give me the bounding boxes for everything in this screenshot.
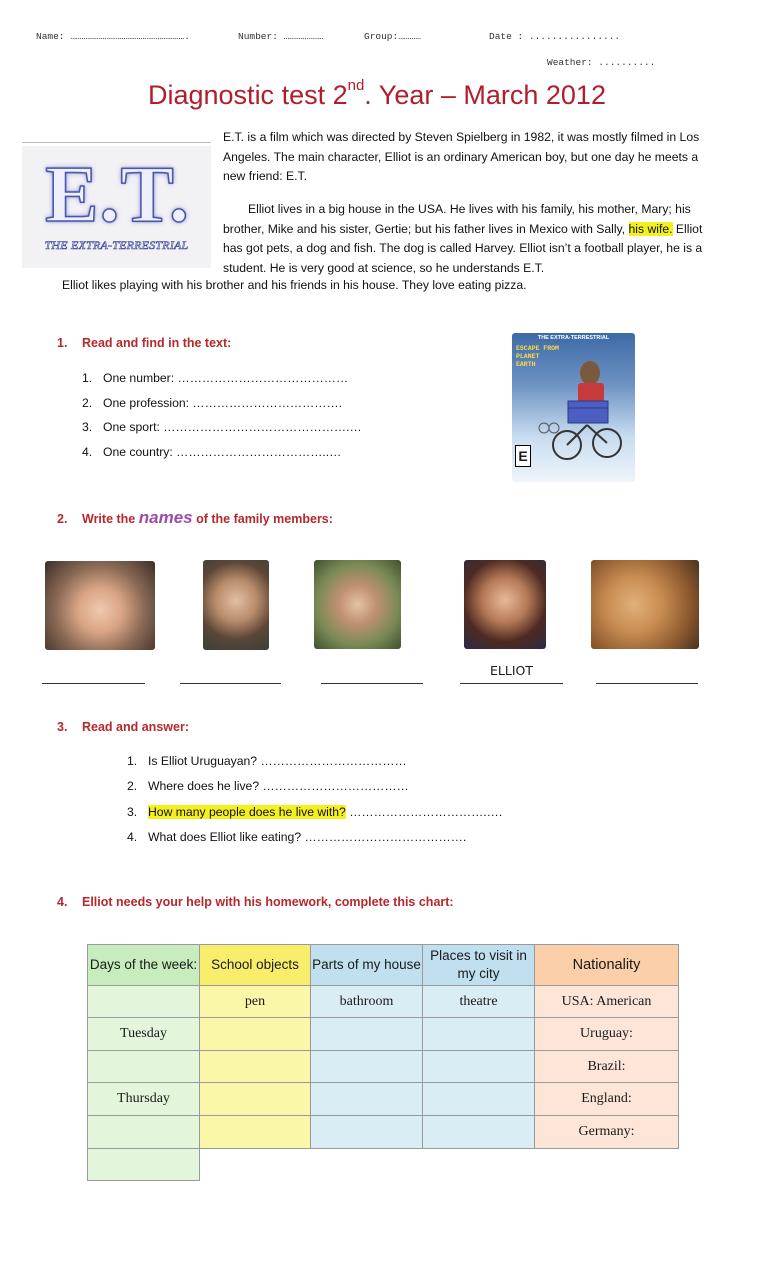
photo-elliot xyxy=(464,560,546,649)
photo-harvey-dog xyxy=(591,560,699,649)
chart-cell[interactable]: Tuesday xyxy=(88,1018,200,1051)
chart-row xyxy=(88,1018,679,1051)
chart-row xyxy=(88,1083,679,1116)
question-1-heading: 1. Read and find in the text: xyxy=(57,336,232,350)
highlight-question: How many people does he live with? xyxy=(148,805,346,819)
q3-item-4[interactable]: 4. What does Elliot like eating? …………………………………. xyxy=(127,830,467,844)
answer-line-2[interactable] xyxy=(180,683,281,684)
rating-badge: E xyxy=(515,445,531,467)
chart-row xyxy=(88,1116,679,1149)
chart-cell[interactable] xyxy=(423,1051,535,1083)
answer-elliot: ELLIOT xyxy=(490,663,533,678)
et-logo xyxy=(22,146,211,268)
chart-header-places: Places to visit in my city xyxy=(423,945,535,986)
question-4-heading: 4. Elliot needs your help with his homework, complete this chart: xyxy=(57,895,454,909)
number-field[interactable]: Number: ………………… xyxy=(238,31,324,42)
name-field[interactable]: Name: ……………………………………………………. xyxy=(36,31,190,42)
q3-item-2[interactable]: 2. Where does he live? ……………………………… xyxy=(127,779,409,793)
chart-cell[interactable]: Uruguay: xyxy=(535,1018,679,1051)
answer-line-4[interactable] xyxy=(460,683,563,684)
chart-cell[interactable] xyxy=(200,1083,311,1116)
chart-cell[interactable] xyxy=(88,986,200,1018)
photo-mary xyxy=(203,560,269,650)
q3-item-3[interactable]: 3. How many people does he live with? …………………………….…. xyxy=(127,805,503,819)
chart-cell[interactable] xyxy=(423,1018,535,1051)
chart-cell[interactable]: theatre xyxy=(423,986,535,1018)
chart-cell[interactable] xyxy=(200,1051,311,1083)
homework-chart xyxy=(87,944,679,1181)
photo-mike xyxy=(314,560,401,649)
photo-gertie xyxy=(45,561,155,650)
chart-cell[interactable] xyxy=(88,1149,200,1181)
q1-item-4[interactable]: 4. One country: ………………………………..… xyxy=(82,445,342,459)
game-cover-brand: THE EXTRA-TERRESTRIAL xyxy=(537,335,610,341)
chart-cell[interactable]: USA: American xyxy=(535,986,679,1018)
chart-row xyxy=(88,986,679,1018)
chart-cell[interactable]: bathroom xyxy=(311,986,423,1018)
chart-cell[interactable]: Germany: xyxy=(535,1116,679,1149)
chart-header-house: Parts of my house xyxy=(311,945,423,986)
game-cover-title: ESCAPE FROM PLANET EARTH xyxy=(516,345,559,368)
question-2-heading: 2. Write the names of the family members: xyxy=(57,508,333,527)
chart-cell[interactable] xyxy=(200,1018,311,1051)
chart-header-school-objects: School objects xyxy=(200,945,311,986)
chart-header-nationality: Nationality xyxy=(535,945,679,986)
weather-field[interactable]: Weather: .......... xyxy=(547,57,656,68)
chart-row xyxy=(88,1051,679,1083)
q3-item-1[interactable]: 1. Is Elliot Uruguayan? ……………………………… xyxy=(127,754,407,768)
chart-cell[interactable] xyxy=(423,1083,535,1116)
chart-cell[interactable] xyxy=(311,1018,423,1051)
highlight-his-wife: his wife. xyxy=(628,221,673,236)
chart-empty-space xyxy=(200,1149,679,1181)
group-field[interactable]: Group:………… xyxy=(364,31,422,42)
chart-cell[interactable]: pen xyxy=(200,986,311,1018)
chart-cell[interactable] xyxy=(423,1116,535,1149)
et-logo-subtitle: THE EXTRA-TERRESTRIAL xyxy=(44,238,189,252)
chart-cell[interactable] xyxy=(311,1051,423,1083)
chart-cell[interactable] xyxy=(88,1116,200,1149)
game-cover-image xyxy=(512,333,635,482)
chart-header-days: Days of the week: xyxy=(88,945,200,986)
q1-item-1[interactable]: 1. One number: …………………………………… xyxy=(82,371,349,385)
reading-paragraph-1: E.T. is a film which was directed by Steven Spielberg in 1982, it was mostly filmed in Los Angeles. The main character, Elliot is an ordinary American boy, but one day he meets a new friend: E.T. xyxy=(223,130,700,184)
logo-top-rule xyxy=(22,142,211,143)
chart-cell[interactable] xyxy=(311,1083,423,1116)
page-title: Diagnostic test 2nd. Year – March 2012 xyxy=(148,77,606,110)
chart-cell[interactable] xyxy=(88,1051,200,1083)
chart-cell[interactable]: England: xyxy=(535,1083,679,1116)
reading-paragraph-3: Elliot likes playing with his brother and his friends in his house. They love eating pizza. xyxy=(62,278,527,292)
reading-paragraph-2: Elliot lives in a big house in the USA. He lives with his family, his mother, Mary; his brother, Mike and his sister, Gertie; but his father lives in Mexico with Sally, his wife. Elliot has got pets, a dog and fish. The dog is called Harvey. Elliot isn’t a football player, he is a student. He is very good at science, so he understands E.T. xyxy=(223,202,703,275)
q1-item-2[interactable]: 2. One profession: ………………………………. xyxy=(82,396,343,410)
chart-row xyxy=(88,1149,679,1181)
question-3-heading: 3. Read and answer: xyxy=(57,720,189,734)
chart-cell[interactable]: Brazil: xyxy=(535,1051,679,1083)
date-field[interactable]: Date : ................ xyxy=(489,31,621,42)
et-logo-title: E.T. xyxy=(45,151,190,239)
chart-cell[interactable] xyxy=(311,1116,423,1149)
answer-line-5[interactable] xyxy=(596,683,698,684)
q1-item-3[interactable]: 3. One sport: ……………………………………….… xyxy=(82,420,362,434)
chart-cell[interactable] xyxy=(200,1116,311,1149)
answer-line-3[interactable] xyxy=(321,683,423,684)
answer-line-1[interactable] xyxy=(42,683,145,684)
chart-cell[interactable]: Thursday xyxy=(88,1083,200,1116)
